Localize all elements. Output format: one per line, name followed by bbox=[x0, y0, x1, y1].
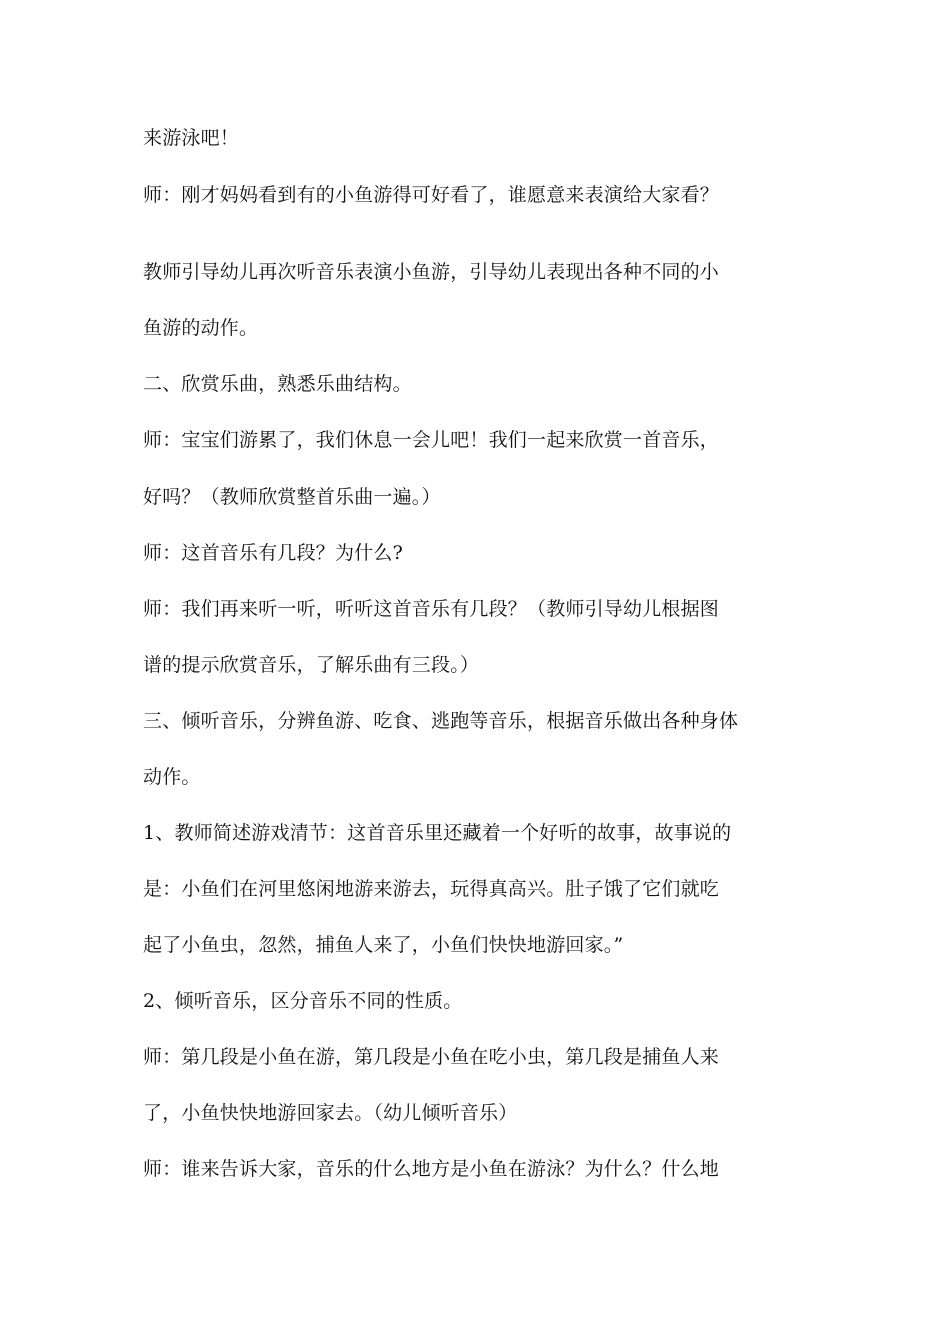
text-line: 师：刚才妈妈看到有的小鱼游得可好看了，谁愿意来表演给大家看？ bbox=[143, 184, 720, 206]
text-line: 了，小鱼快快地游回家去。（幼儿倾听音乐） bbox=[143, 1102, 518, 1124]
text-line: 动作。 bbox=[143, 766, 201, 788]
text-line: 师：谁来告诉大家，音乐的什么地方是小鱼在游泳？为什么？什么地 bbox=[143, 1158, 720, 1180]
text-line: 2、倾听音乐，区分音乐不同的性质。 bbox=[143, 990, 463, 1012]
text-line: 师：这首音乐有几段？为什么? bbox=[143, 542, 403, 564]
text-line: 教师引导幼儿再次听音乐表演小鱼游，引导幼儿表现出各种不同的小 bbox=[143, 261, 720, 283]
text-line: 三、倾听音乐，分辨鱼游、吃食、逃跑等音乐，根据音乐做出各种身体 bbox=[143, 710, 739, 732]
text-line: 谱的提示欣赏音乐，了解乐曲有三段。） bbox=[143, 654, 480, 676]
text-line: 1、教师简述游戏清节：这首音乐里还藏着一个好听的故事，故事说的 bbox=[143, 822, 732, 844]
text-line: 来游泳吧！ bbox=[143, 127, 240, 149]
text-line: 起了小鱼虫，忽然，捕鱼人来了，小鱼们快快地游回家。” bbox=[143, 934, 624, 956]
text-line: 二、欣赏乐曲，熟悉乐曲结构。 bbox=[143, 373, 412, 395]
text-line: 是：小鱼们在河里悠闲地游来游去，玩得真高兴。肚子饿了它们就吃 bbox=[143, 878, 720, 900]
text-line: 师：宝宝们游累了，我们休息一会儿吧！我们一起来欣赏一首音乐， bbox=[143, 429, 720, 451]
text-line: 鱼游的动作。 bbox=[143, 317, 259, 339]
text-line: 师：第几段是小鱼在游，第几段是小鱼在吃小虫，第几段是捕鱼人来 bbox=[143, 1046, 720, 1068]
text-line: 好吗？（教师欣赏整首乐曲一遍。） bbox=[143, 486, 441, 508]
text-line: 师：我们再来听一听，听听这首音乐有几段？（教师引导幼儿根据图 bbox=[143, 598, 720, 620]
